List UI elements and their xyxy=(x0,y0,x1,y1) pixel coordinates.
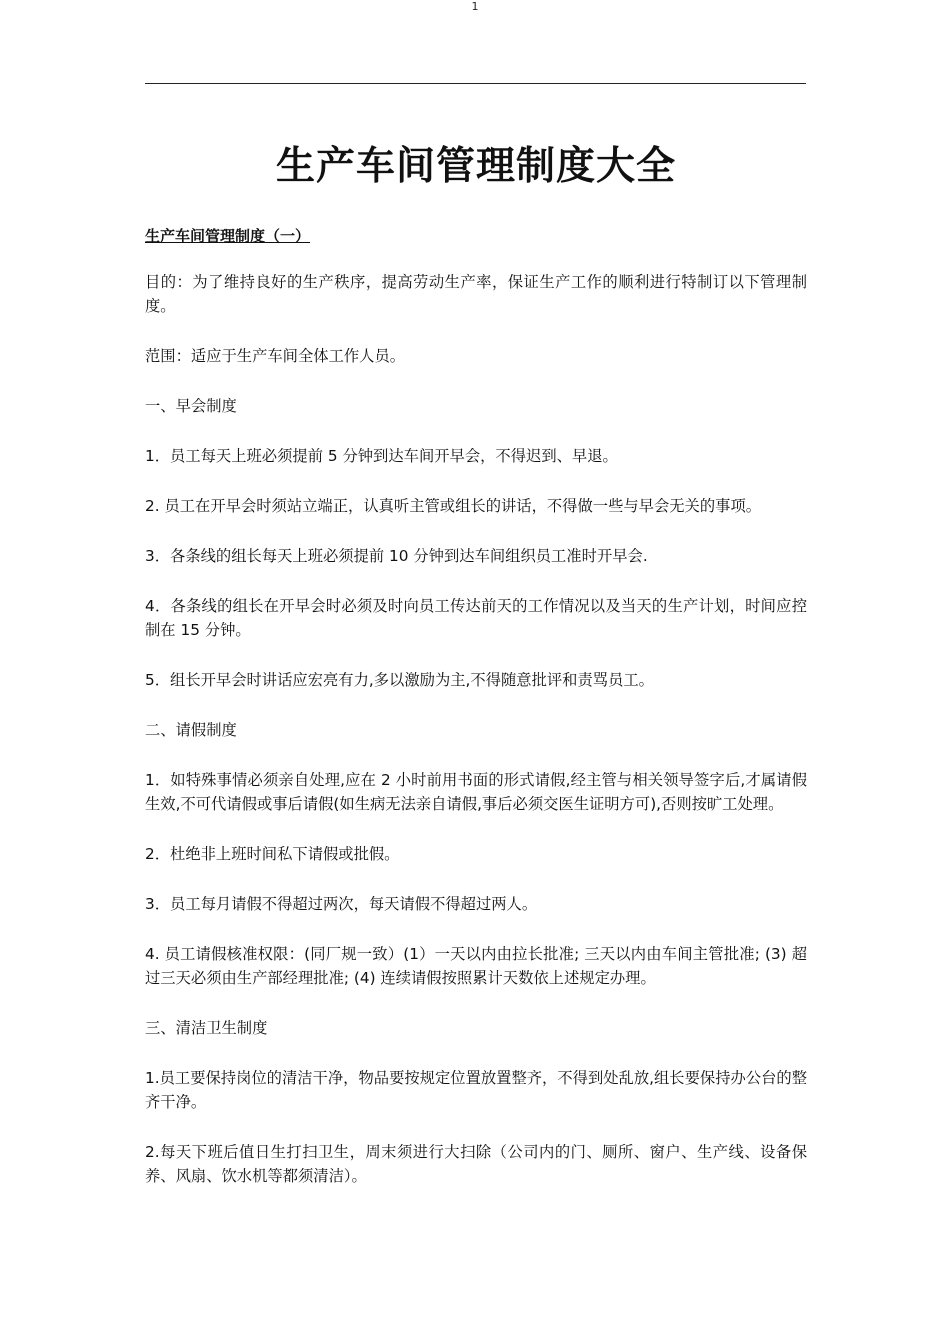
list-item: 2.每天下班后值日生打扫卫生，周末须进行大扫除（公司内的门、厕所、窗户、生产线、设备保养、风扇、饮水机等都须清洁）。 xyxy=(145,1143,807,1185)
paragraph-purpose: 目的：为了维持良好的生产秩序，提高劳动生产率，保证生产工作的顺利进行特制订以下管理制度。 xyxy=(145,273,807,315)
heading-morning-meeting: 一、早会制度 xyxy=(145,397,237,415)
section-title: 生产车间管理制度（一） xyxy=(145,227,311,245)
paragraph-scope: 范围：适应于生产车间全体工作人员。 xyxy=(145,347,406,365)
list-item: 4. 员工请假核准权限：(同厂规一致）(1）一天以内由拉长批准; 三天以内由车间主管批准; (3) 超过三天必须由生产部经理批准; (4) 连续请假按照累计天数依上述规定办理。 xyxy=(145,945,807,987)
list-item: 2. 员工在开早会时须站立端正，认真听主管或组长的讲话，不得做一些与早会无关的事项。 xyxy=(145,497,762,515)
list-item: 2．杜绝非上班时间私下请假或批假。 xyxy=(145,845,400,863)
header-rule xyxy=(145,83,806,84)
document-title: 生产车间管理制度大全 xyxy=(275,144,676,189)
document-body xyxy=(145,136,807,1188)
list-item: 1．如特殊事情必须亲自处理,应在 2 小时前用书面的形式请假,经主管与相关领导签字后,才属请假生效,不可代请假或事后请假(如生病无法亲自请假,事后必须交医生证明方可),否则按旷工处理。 xyxy=(145,771,807,813)
page-number: 1 xyxy=(471,0,479,13)
heading-leave: 二、请假制度 xyxy=(145,721,237,739)
list-item: 1．员工每天上班必须提前 5 分钟到达车间开早会，不得迟到、早退。 xyxy=(145,447,618,465)
list-item: 1.员工要保持岗位的清洁干净，物品要按规定位置放置整齐，不得到处乱放,组长要保持办公台的整齐干净。 xyxy=(145,1069,807,1111)
list-item: 3．员工每月请假不得超过两次，每天请假不得超过两人。 xyxy=(145,895,538,913)
heading-cleaning: 三、清洁卫生制度 xyxy=(145,1019,268,1037)
list-item: 3．各条线的组长每天上班必须提前 10 分钟到达车间组织员工准时开早会. xyxy=(145,547,648,565)
list-item: 5．组长开早会时讲话应宏亮有力,多以激励为主,不得随意批评和责骂员工。 xyxy=(145,671,654,689)
list-item: 4．各条线的组长在开早会时必须及时向员工传达前天的工作情况以及当天的生产计划，时间应控制在 15 分钟。 xyxy=(145,597,807,639)
